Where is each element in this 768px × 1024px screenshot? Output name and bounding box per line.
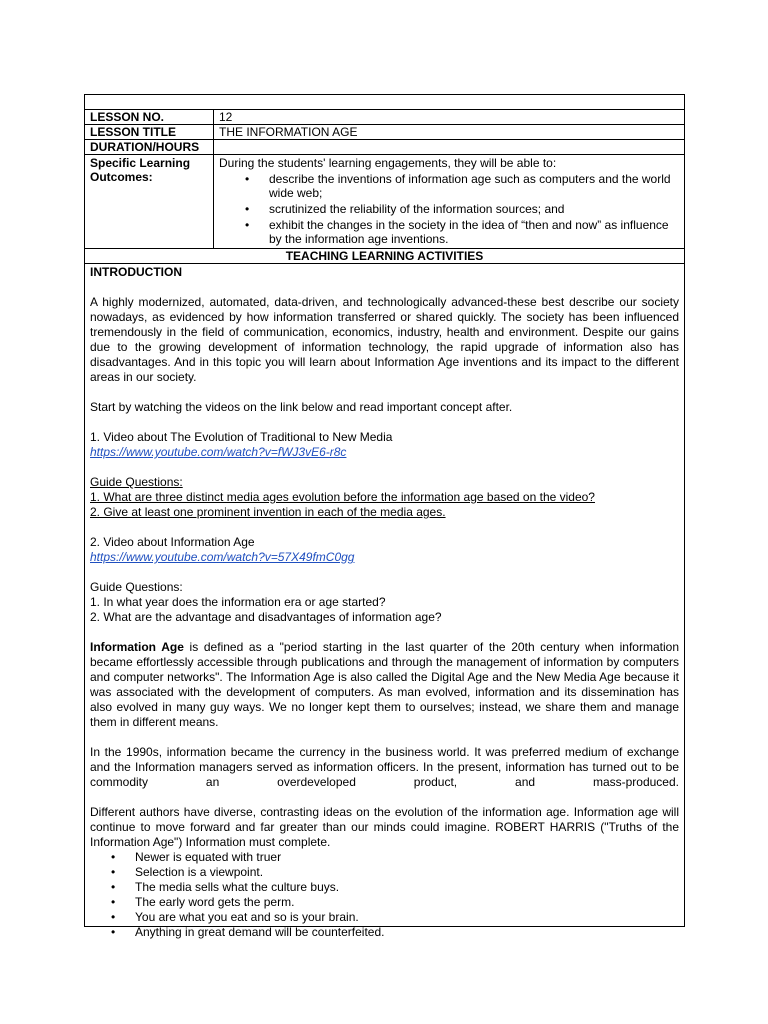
table-row [85, 155, 685, 249]
video1-title: 1. Video about The Evolution of Traditional to New Media [90, 430, 393, 444]
lesson-no-value: 12 [214, 110, 685, 125]
guide2-question-2: 2. What are the advantage and disadvantages of information age? [90, 610, 442, 624]
intro-heading: INTRODUCTION [90, 265, 182, 279]
table-row [85, 110, 685, 125]
info-age-definition: is defined as a "period starting in the last quarter of the 20th century when information became effortlessly accessible through publications and through the management of information by computers and computer networks". The Information Age is also called the Digital Age and the New Media Age because it was associated with the development of computers. As man evolved, information and its dissemination has also evolved in many guy ways. We no longer kept them to ourselves; instead, we share them and manage them in different means. [90, 640, 679, 729]
table-row [85, 140, 685, 155]
list-item: • The early word gets the perm. [135, 895, 679, 910]
list-item: • The media sells what the culture buys. [135, 880, 679, 895]
list-item: • Anything in great demand will be counterfeited. [135, 925, 679, 940]
info-age-paragraph [90, 640, 679, 730]
info-age-term: Information Age [90, 640, 184, 654]
list-item: • Selection is a viewpoint. [135, 865, 679, 880]
outcomes-cell [214, 155, 685, 249]
video1-link[interactable]: https://www.youtube.com/watch?v=fWJ3vE6-r8c [90, 445, 347, 459]
duration-value [214, 140, 685, 155]
list-item: • exhibit the changes in the society in the idea of “then and now” as influence by the information age inventions. [269, 218, 679, 246]
list-item: • You are what you eat and so is your brain. [135, 910, 679, 925]
guide2-heading: Guide Questions: [90, 580, 183, 594]
outcomes-intro: During the students' learning engagements, they will be able to: [219, 156, 557, 170]
lesson-title-value: THE INFORMATION AGE [214, 125, 685, 140]
lesson-no-label: LESSON NO. [85, 110, 214, 125]
guide1-heading: Guide Questions: [90, 475, 183, 489]
table-row [85, 249, 685, 264]
table-row [85, 125, 685, 140]
guide1-question-2: 2. Give at least one prominent invention in each of the media ages. [90, 505, 446, 519]
guide2-question-1: 1. In what year does the information era or age started? [90, 595, 386, 609]
video2-link[interactable]: https://www.youtube.com/watch?v=57X49fmC0gg [90, 550, 355, 564]
truths-list [90, 850, 679, 940]
list-item: • describe the inventions of information age such as computers and the world wide web; [269, 172, 679, 200]
lesson-info-table [84, 109, 685, 264]
start-instruction: Start by watching the videos on the link below and read important concept after. [90, 400, 513, 414]
duration-label: DURATION/HOURS [85, 140, 214, 155]
outcomes-list [219, 172, 679, 246]
authors-paragraph: Different authors have diverse, contrasting ideas on the evolution of the information age. Information age will continue to move forward and far greater than our minds could imagine. ROBERT HARRIS ("Truths of the Information Age") Information must complete. [90, 805, 679, 849]
lesson-body [84, 265, 685, 940]
nineties-paragraph: In the 1990s, information became the currency in the business world. It was preferred medium of exchange and the Information managers served as information officers. In the present, information has turned out to be commodity an overdeveloped product, and mass-produced. [90, 745, 679, 789]
list-item: • Newer is equated with truer [135, 850, 679, 865]
guide1-question-1: 1. What are three distinct media ages evolution before the information age based on the video? [90, 490, 595, 504]
outcomes-label: Specific Learning Outcomes: [85, 155, 214, 249]
lesson-title-label: LESSON TITLE [85, 125, 214, 140]
video2-title: 2. Video about Information Age [90, 535, 255, 549]
intro-paragraph: A highly modernized, automated, data-driven, and technologically advanced-these best describe our society nowadays, as evidenced by how information transferred or shared quickly. The society has been influenced tremendously in the field of communication, economics, industry, health and environment. Despite our gains due to the growing development of information technology, the rapid upgrade of information also has disadvantages. And in this topic you will learn about Information Age inventions and its impact to the different areas in our society. [90, 295, 679, 384]
list-item: • scrutinized the reliability of the information sources; and [269, 202, 679, 216]
section-header: TEACHING LEARNING ACTIVITIES [85, 249, 685, 264]
